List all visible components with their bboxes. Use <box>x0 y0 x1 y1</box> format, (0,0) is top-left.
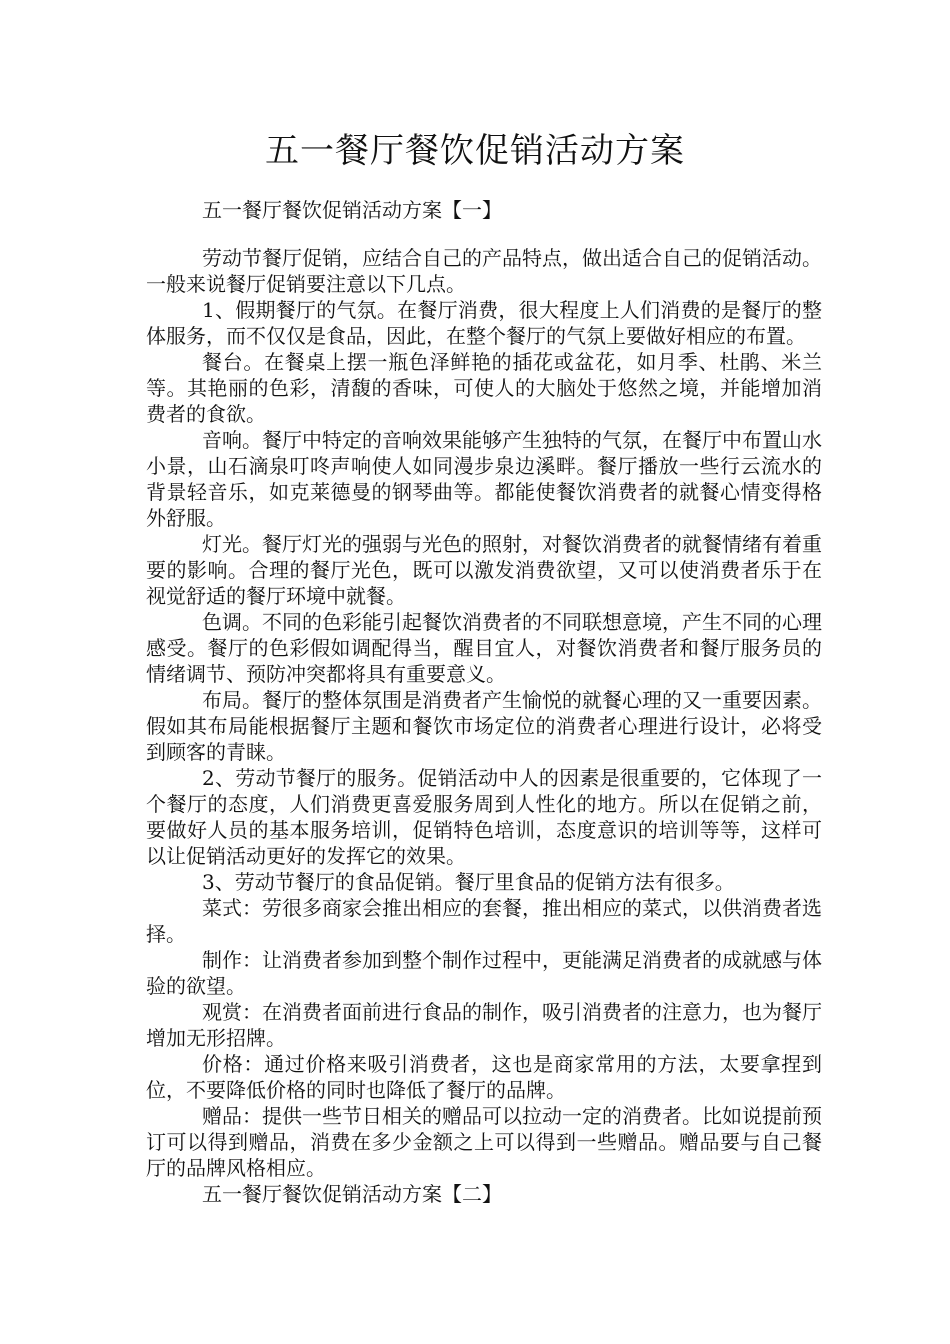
paragraph-production: 制作：让消费者参加到整个制作过程中，更能满足消费者的成就感与体验的欲望。 <box>146 948 822 998</box>
paragraph-layout: 布局。餐厅的整体氛围是消费者产生愉悦的就餐心理的又一重要因素。假如其布局能根据餐厅主题和餐饮市场定位的消费者心理进行设计，必将受到顾客的青睐。 <box>146 688 822 764</box>
section-heading-2: 五一餐厅餐饮促销活动方案【二】 <box>202 1182 502 1206</box>
paragraph-dishes: 菜式：劳很多商家会推出相应的套餐，推出相应的菜式，以供消费者选择。 <box>146 896 822 946</box>
paragraph-service: 2、劳动节餐厅的服务。促销活动中人的因素是很重要的，它体现了一个餐厅的态度，人们消费更喜爱服务周到人性化的地方。所以在促销之前，要做好人员的基本服务培训，促销特色培训，态度意识的培训等等，这样可以让促销活动更好的发挥它的效果。 <box>146 766 822 868</box>
paragraph-price: 价格：通过价格来吸引消费者，这也是商家常用的方法，太要拿捏到位，不要降低价格的同时也降低了餐厅的品牌。 <box>146 1052 822 1102</box>
section-heading-1: 五一餐厅餐饮促销活动方案【一】 <box>202 198 502 222</box>
paragraph-intro: 劳动节餐厅促销，应结合自己的产品特点，做出适合自己的促销活动。一般来说餐厅促销要注意以下几点。 <box>146 246 822 296</box>
paragraph-table-decor: 餐台。在餐桌上摆一瓶色泽鲜艳的插花或盆花，如月季、杜鹃、米兰等。其艳丽的色彩，清馥的香味，可使人的大脑处于悠然之境，并能增加消费者的食欲。 <box>146 350 822 426</box>
paragraph-food-promotion: 3、劳动节餐厅的食品促销。餐厅里食品的促销方法有很多。 <box>202 870 735 894</box>
paragraph-lighting: 灯光。餐厅灯光的强弱与光色的照射，对餐饮消费者的就餐情绪有着重要的影响。合理的餐厅光色，既可以激发消费欲望，又可以使消费者乐于在视觉舒适的餐厅环境中就餐。 <box>146 532 822 608</box>
paragraph-gifts: 赠品：提供一些节日相关的赠品可以拉动一定的消费者。比如说提前预订可以得到赠品，消费在多少金额之上可以得到一些赠品。赠品要与自己餐厅的品牌风格相应。 <box>146 1104 822 1180</box>
paragraph-color: 色调。不同的色彩能引起餐饮消费者的不同联想意境，产生不同的心理感受。餐厅的色彩假如调配得当，醒目宜人，对餐饮消费者和餐厅服务员的情绪调节、预防冲突都将具有重要意义。 <box>146 610 822 686</box>
paragraph-sound: 音响。餐厅中特定的音响效果能够产生独特的气氛，在餐厅中布置山水小景，山石滴泉叮咚声响使人如同漫步泉边溪畔。餐厅播放一些行云流水的背景轻音乐，如克莱德曼的钢琴曲等。都能使餐饮消费者的就餐心情变得格外舒服。 <box>146 428 822 530</box>
paragraph-atmosphere: 1、假期餐厅的气氛。在餐厅消费，很大程度上人们消费的是餐厅的整体服务，而不仅仅是食品，因此，在整个餐厅的气氛上要做好相应的布置。 <box>146 298 822 348</box>
document-body <box>146 197 822 1207</box>
paragraph-viewing: 观赏：在消费者面前进行食品的制作，吸引消费者的注意力，也为餐厅增加无形招牌。 <box>146 1000 822 1050</box>
document-title: 五一餐厅餐饮促销活动方案 <box>265 131 685 171</box>
